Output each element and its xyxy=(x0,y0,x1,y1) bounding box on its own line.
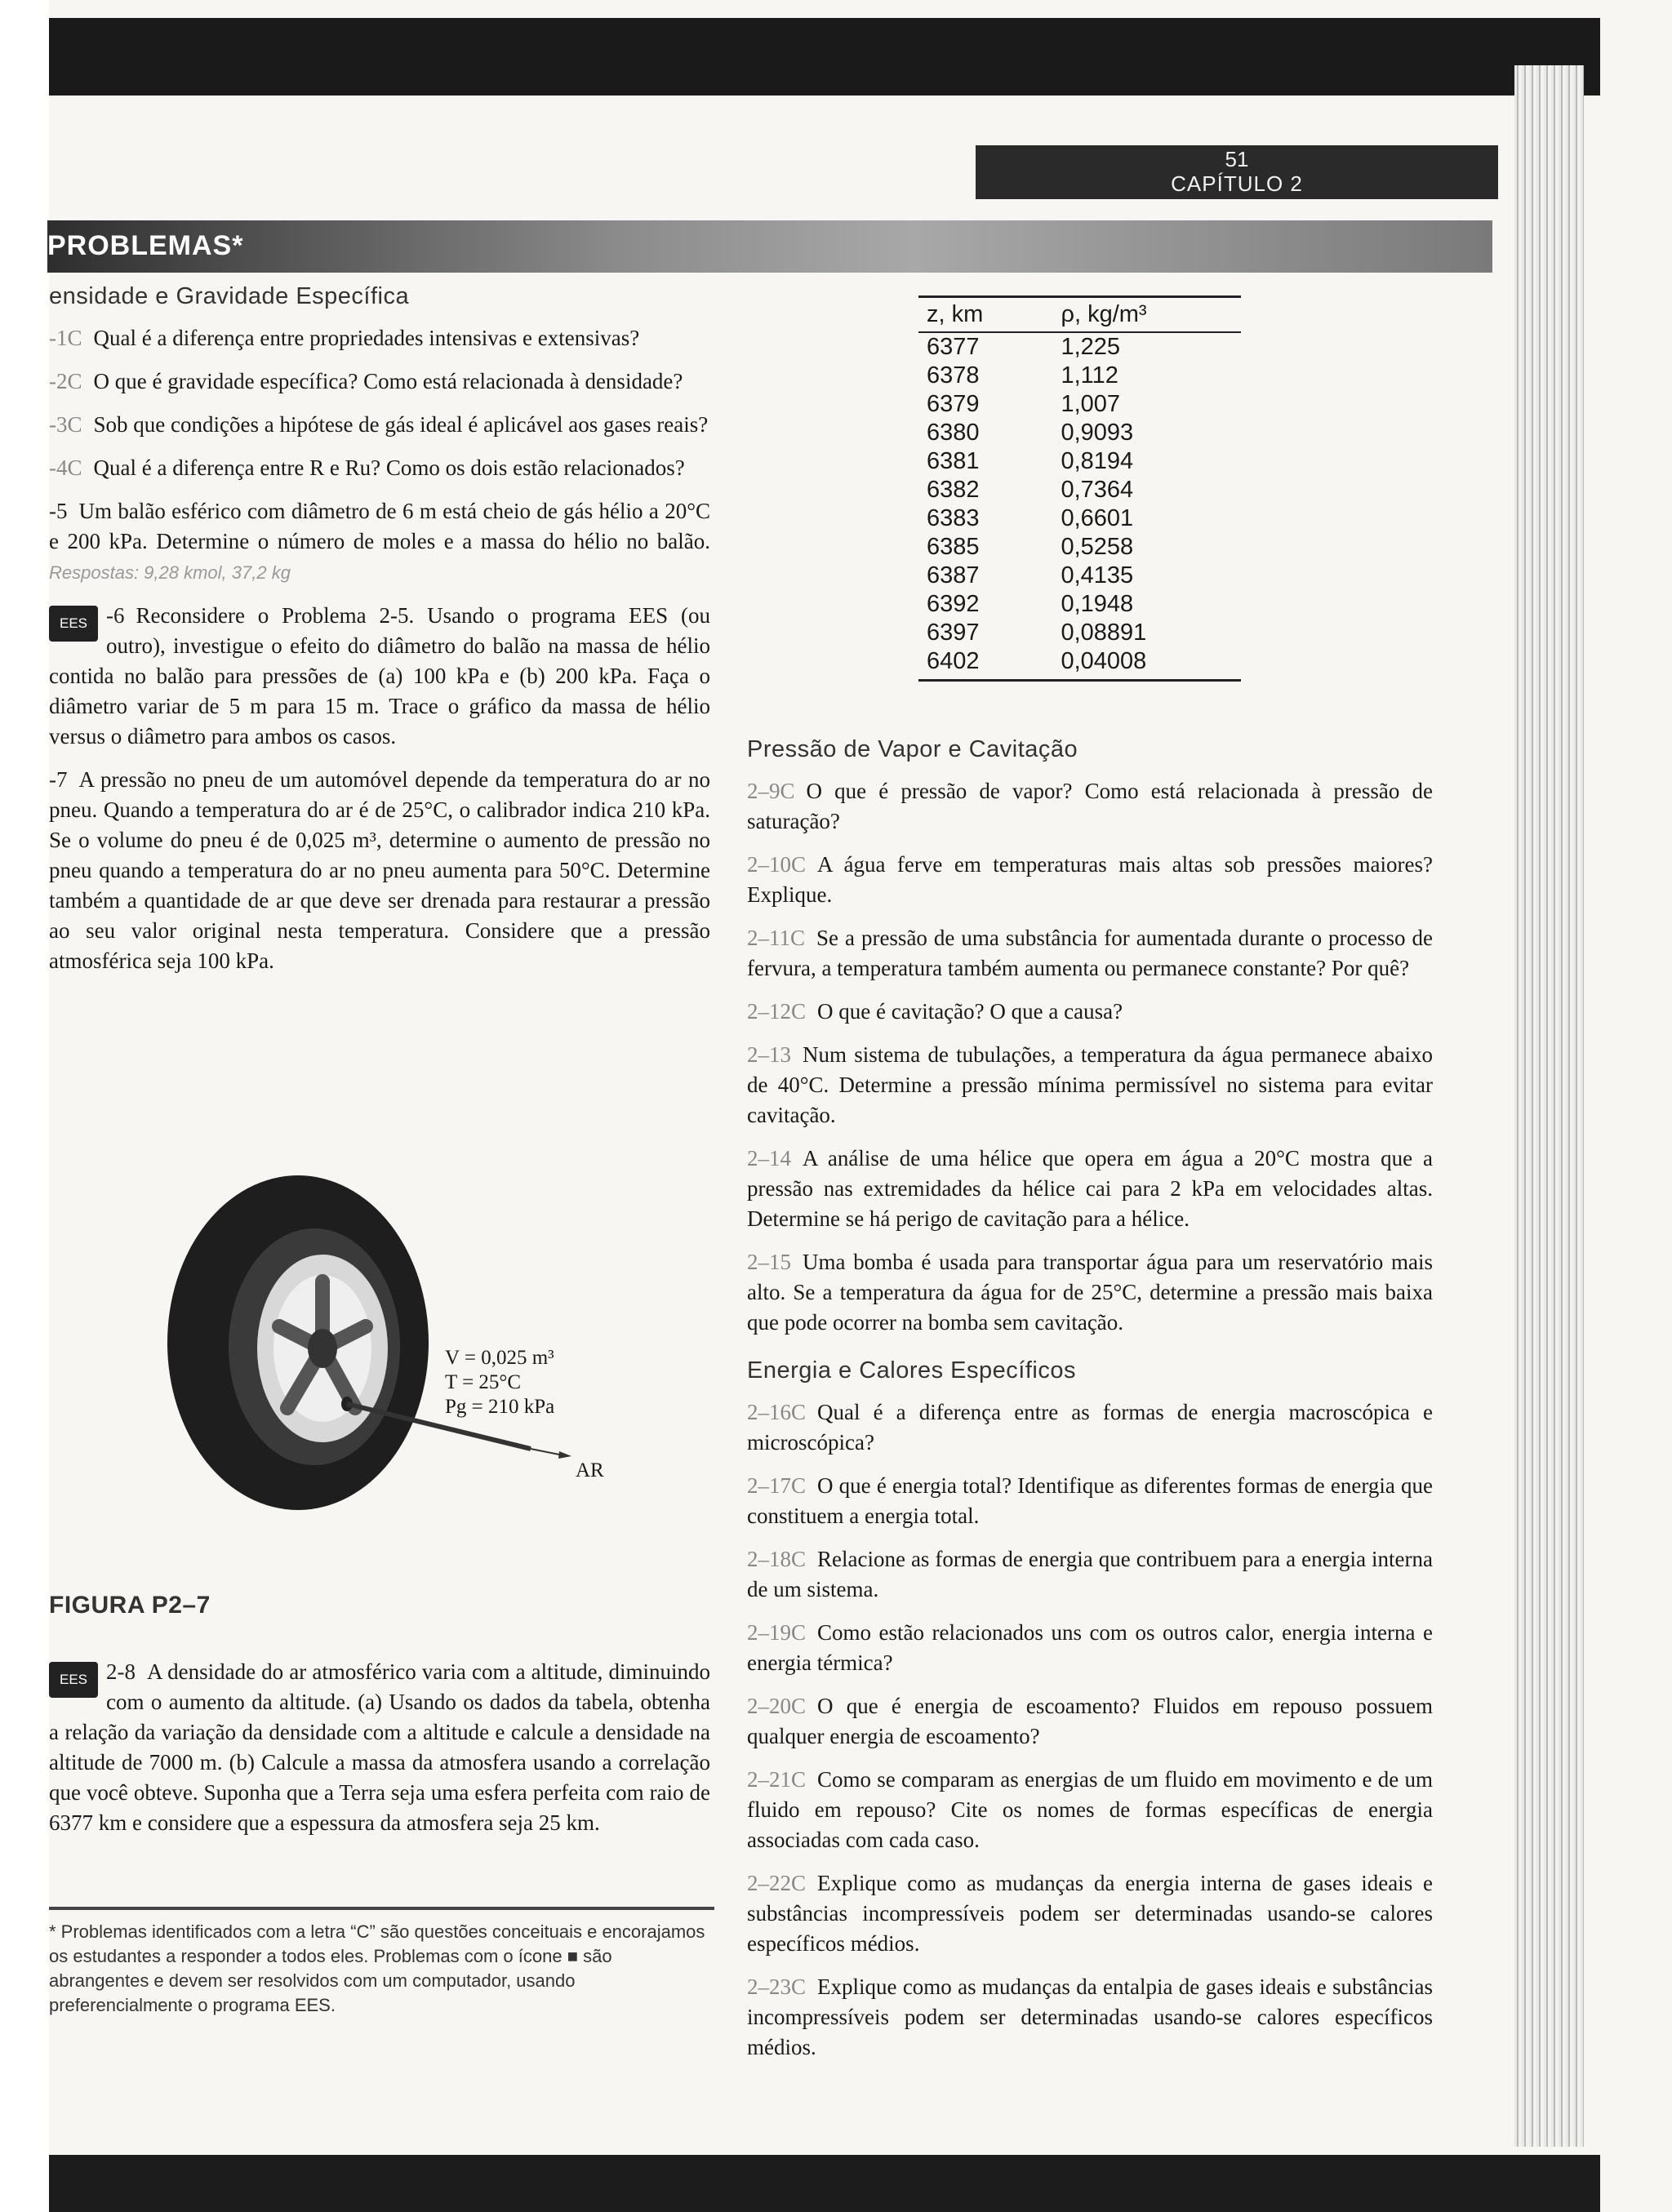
answers: Respostas: 9,28 kmol, 37,2 kg xyxy=(49,562,291,583)
problem-text: A pressão no pneu de um automóvel depende da temperatura do ar no pneu. Quando a temperatura do ar é de 25°C, o calibrador indica 210 kPa. Se o volume do pneu é de 0,025 m³, determine o aumento de pressão no pneu quando a temperatura do ar no pneu aumenta para 50°C. Determine também a quantidade de ar que deve ser drenada para restaurar a pressão ao seu valor original nesta temperatura. Considere que a pressão atmosférica seja 100 kPa. xyxy=(49,767,710,973)
chapter-header xyxy=(976,145,1498,199)
problem-item xyxy=(747,1471,1433,1531)
table-row xyxy=(918,476,1241,504)
ees-icon: EES xyxy=(49,606,98,642)
table-row xyxy=(918,590,1241,619)
problem-text: Uma bomba é usada para transportar água para um reservatório mais alto. Se a temperatura da água for de 25°C, determine a pressão mais baixa que pode ocorrer na bomba sem cavitação. xyxy=(747,1250,1433,1335)
bottom-dark-band xyxy=(49,2155,1600,2212)
problem-text: O que é cavitação? O que a causa? xyxy=(817,999,1123,1024)
problem-number: -7 xyxy=(49,767,68,792)
problem-item xyxy=(747,1247,1433,1338)
footnote-rule xyxy=(49,1907,714,1910)
density-cell: 0,4135 xyxy=(1061,562,1134,589)
problem-text: Explique como as mudanças da energia interna de gases ideais e substâncias incompressíveis podem ser determinadas usando-se calores específicos médios. xyxy=(747,1871,1433,1956)
density-cell: 1,225 xyxy=(1061,334,1121,360)
problem-number: -5 xyxy=(49,499,68,523)
problem-number: 2–18C xyxy=(747,1547,807,1571)
table-row xyxy=(918,362,1241,390)
problem-number: 2–23C xyxy=(747,1974,807,1999)
header-density: ρ, kg/m³ xyxy=(1052,297,1241,333)
density-cell: 0,9093 xyxy=(1061,420,1134,446)
problem-number: -4C xyxy=(49,455,82,480)
altitude-cell: 6397 xyxy=(927,620,980,646)
table-row xyxy=(918,562,1241,590)
problem-number: 2–17C xyxy=(747,1473,807,1498)
density-cell: 0,5258 xyxy=(1061,534,1134,560)
density-table xyxy=(918,295,1241,682)
problem-number: 2–10C xyxy=(747,852,807,877)
density-cell: 0,7364 xyxy=(1061,477,1134,503)
density-cell: 0,04008 xyxy=(1052,647,1241,681)
problem-number: 2–20C xyxy=(747,1694,807,1718)
tire-figure xyxy=(147,1159,604,1518)
altitude-cell: 6402 xyxy=(918,647,1052,681)
altitude-cell: 6382 xyxy=(927,477,980,503)
altitude-cell: 6392 xyxy=(927,591,980,617)
book-page-edges xyxy=(1514,65,1584,2147)
label-volume: V = 0,025 m³ xyxy=(445,1347,554,1369)
density-cell: 1,112 xyxy=(1061,362,1118,389)
problem-2-4 xyxy=(49,453,710,483)
problem-item xyxy=(747,1868,1433,1959)
problem-text: A densidade do ar atmosférico varia com a altitude, diminuindo com o aumento da altitude. (a) Usando os dados da tabela, obtenha a relação da variação da densidade com a altitude e calcule a densidade na altitude de 7000 m. (b) Calcule a massa da atmosfera usando a correlação que você obteve. Suponha que a Terra seja uma esfera perfeita com raio de 6377 km e considere que a espessura da atmosfera seja 25 km. xyxy=(49,1659,710,1835)
table-row xyxy=(918,390,1241,419)
problem-item xyxy=(747,1691,1433,1752)
problem-item xyxy=(747,1040,1433,1130)
problem-item xyxy=(747,997,1433,1027)
problems-banner xyxy=(47,220,1492,273)
problem-text: Qual é a diferença entre propriedades intensivas e extensivas? xyxy=(93,326,640,350)
wheel-hub xyxy=(308,1329,337,1368)
density-cell: 0,1948 xyxy=(1061,591,1134,617)
altitude-cell: 6380 xyxy=(927,420,980,446)
problem-number: -6 xyxy=(106,603,125,628)
ees-icon: EES xyxy=(49,1662,98,1698)
section-heading-energy: Energia e Calores Específicos xyxy=(747,1357,1076,1384)
problem-text: Qual é a diferença entre R e Ru? Como os dois estão relacionados? xyxy=(93,455,685,480)
top-dark-band xyxy=(49,18,1600,95)
label-temperature: T = 25°C xyxy=(445,1371,522,1393)
problem-2-6 xyxy=(49,601,710,752)
footnote: * Problemas identificados com a letra “C” são questões conceituais e encorajamos os estudantes a responder a todos eles. Problemas com o ícone ■ são abrangentes e devem ser resolvidos com um computador, usando preferencialmente o programa EES. xyxy=(49,1921,705,2015)
problem-text: Relacione as formas de energia que contribuem para a energia interna de um sistema. xyxy=(747,1547,1433,1601)
problem-number: 2–9C xyxy=(747,779,795,803)
table-row xyxy=(918,447,1241,476)
problem-2-5 xyxy=(49,496,710,588)
problem-text: Num sistema de tubulações, a temperatura da água permanece abaixo de 40°C. Determine a pressão mínima permissível no sistema para evitar cavitação. xyxy=(747,1042,1433,1127)
problems-title: PROBLEMAS* xyxy=(47,230,244,261)
problem-text: Reconsidere o Problema 2-5. Usando o programa EES (ou outro), investigue o efeito do diâmetro do balão na massa de hélio contida no balão para pressões de (a) 100 kPa e (b) 200 kPa. Faça o diâmetro variar de 5 m para 15 m. Trace o gráfico da massa de hélio versus o diâmetro para ambos os casos. xyxy=(49,603,710,748)
problem-number: -3C xyxy=(49,412,82,437)
page-margin xyxy=(0,0,49,2212)
problem-number: 2–13 xyxy=(747,1042,791,1067)
problem-text: O que é energia total? Identifique as diferentes formas de energia que constituem a energia total. xyxy=(747,1473,1433,1528)
arrow-line xyxy=(531,1449,559,1455)
page-number: 51 xyxy=(1225,147,1249,171)
table-row xyxy=(918,647,1241,681)
problem-item xyxy=(747,850,1433,910)
problem-text: Como estão relacionados uns com os outros calor, energia interna e energia térmica? xyxy=(747,1620,1433,1675)
density-cell: 0,6601 xyxy=(1061,505,1134,531)
altitude-cell: 6387 xyxy=(927,562,980,589)
problem-number: 2-8 xyxy=(106,1659,136,1684)
arrow-head xyxy=(558,1451,571,1459)
problem-text: Explique como as mudanças da entalpia de gases ideais e substâncias incompressíveis podem ser determinadas usando-se calores específicos médios. xyxy=(747,1974,1433,2059)
problem-text: Um balão esférico com diâmetro de 6 m está cheio de gás hélio a 20°C e 200 kPa. Determine o número de moles e a massa do hélio no balão. xyxy=(49,499,710,553)
figure-caption: FIGURA P2–7 xyxy=(49,1592,211,1619)
table-row xyxy=(918,332,1241,362)
problem-text: Sob que condições a hipótese de gás ideal é aplicável aos gases reais? xyxy=(93,412,709,437)
problem-item xyxy=(747,1618,1433,1678)
problem-text: A água ferve em temperaturas mais altas sob pressões maiores? Explique. xyxy=(747,852,1433,907)
altitude-cell: 6385 xyxy=(927,534,980,560)
table-row xyxy=(918,419,1241,447)
problem-text: Qual é a diferença entre as formas de energia macroscópica e microscópica? xyxy=(747,1400,1433,1455)
problem-number: -2C xyxy=(49,369,82,393)
problem-text: O que é energia de escoamento? Fluidos em repouso possuem qualquer energia de escoamento? xyxy=(747,1694,1433,1748)
problem-text: Como se comparam as energias de um fluido em movimento e de um fluido em repouso? Cite os nomes de formas específicas de energia associadas com cada caso. xyxy=(747,1767,1433,1852)
problem-item xyxy=(747,923,1433,984)
left-column-lower xyxy=(49,1657,710,1851)
tire-illustration xyxy=(147,1159,604,1518)
section-heading-density: ensidade e Gravidade Específica xyxy=(49,283,410,309)
altitude-cell: 6381 xyxy=(927,448,980,474)
problem-2-3 xyxy=(49,410,710,440)
problem-item xyxy=(747,1144,1433,1234)
header-altitude: z, km xyxy=(918,297,1052,333)
problem-item xyxy=(747,1972,1433,2063)
problem-2-7 xyxy=(49,765,710,976)
altitude-cell: 6377 xyxy=(927,334,980,360)
problem-item xyxy=(747,1765,1433,1855)
problem-text: Se a pressão de uma substância for aumentada durante o processo de fervura, a temperatura também aumenta ou permanece constante? Por quê? xyxy=(747,926,1433,980)
density-cell: 0,08891 xyxy=(1061,620,1147,646)
problem-item xyxy=(747,776,1433,837)
problem-number: 2–19C xyxy=(747,1620,807,1645)
problem-text: O que é gravidade específica? Como está relacionada à densidade? xyxy=(93,369,683,393)
density-cell: 1,007 xyxy=(1061,391,1121,417)
problem-number: 2–14 xyxy=(747,1146,791,1170)
label-air: AR xyxy=(576,1459,604,1481)
section-heading-vapor: Pressão de Vapor e Cavitação xyxy=(747,736,1078,762)
right-column xyxy=(747,735,1433,2076)
altitude-cell: 6379 xyxy=(927,391,980,417)
problem-number: 2–16C xyxy=(747,1400,807,1424)
problem-item xyxy=(747,1397,1433,1458)
chapter-title: CAPÍTULO 2 xyxy=(1171,171,1303,196)
problem-item xyxy=(747,1544,1433,1605)
problem-number: 2–12C xyxy=(747,999,807,1024)
problem-number: 2–22C xyxy=(747,1871,807,1895)
table-row xyxy=(918,533,1241,562)
problem-number: 2–21C xyxy=(747,1767,807,1792)
table-header-row xyxy=(918,297,1241,333)
problem-number: 2–15 xyxy=(747,1250,791,1274)
problem-2-1 xyxy=(49,323,710,353)
problem-2-2 xyxy=(49,366,710,397)
problem-number: 2–11C xyxy=(747,926,806,950)
altitude-cell: 6378 xyxy=(927,362,980,389)
altitude-cell: 6383 xyxy=(927,505,980,531)
problem-text: A análise de uma hélice que opera em água a 20°C mostra que a pressão nas extremidades da hélice cai para 2 kPa em velocidades altas. Determine se há perigo de cavitação para a hélice. xyxy=(747,1146,1433,1231)
left-column xyxy=(49,282,710,989)
problem-2-8 xyxy=(49,1657,710,1838)
density-cell: 0,8194 xyxy=(1061,448,1134,474)
problem-number: -1C xyxy=(49,326,82,350)
problem-text: O que é pressão de vapor? Como está relacionada à pressão de saturação? xyxy=(747,779,1433,833)
label-gauge-pressure: Pg = 210 kPa xyxy=(445,1396,555,1418)
table-row xyxy=(918,619,1241,647)
table-row xyxy=(918,504,1241,533)
